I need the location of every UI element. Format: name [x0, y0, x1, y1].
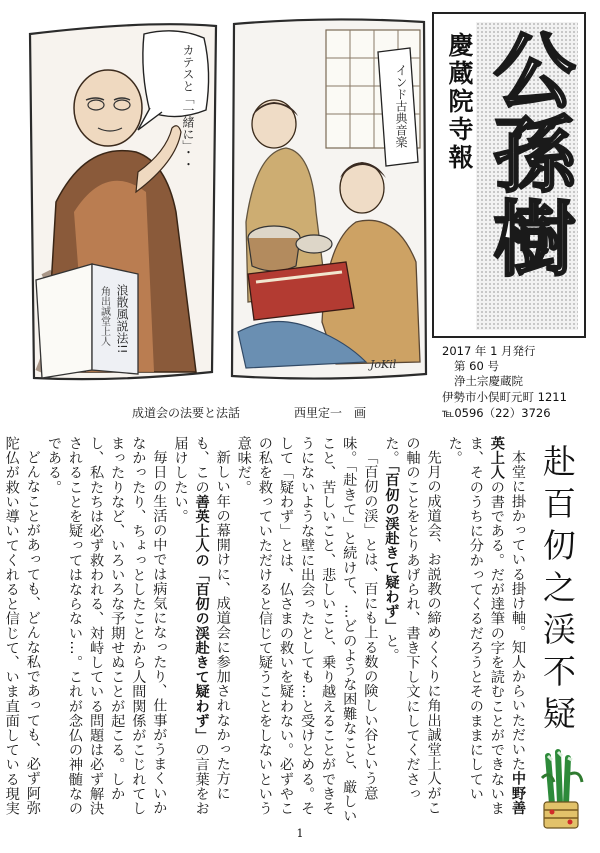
masthead [432, 12, 586, 338]
paragraph: 新しい年の幕開けに、成道会に参加されなかった方にも、この善英上人の「百仞の渓赴きて疑わず」の言葉をお届けしたい。 [172, 436, 231, 816]
book-cover: 浪散風説法!! [115, 284, 129, 354]
sign-text: インド古典音楽 [394, 64, 408, 148]
artist-signature: JoKil [370, 358, 397, 371]
issue-number: 第 60 号 [454, 359, 499, 373]
bubble-text: カテスと「一緒に」・・ [181, 44, 195, 170]
illustration-caption: 成道会の法要と法話 [132, 406, 241, 420]
title-box [476, 22, 578, 330]
sermon-book [36, 264, 138, 378]
address: 伊勢市小俣町元町 1211 [442, 390, 567, 404]
paragraph: どんなことがあっても、どんな私であっても、必ず阿弥陀仏が救い導いてくれると信じて、いま直面している現実 [3, 436, 41, 816]
paragraph: 「百仞の渓」とは、百にも上る数の険しい谷という意味。「赴きて」と続けて、…どのような困難なこと、厳しいこと、苦しいこと、悲しいこと、乗り越えることができそうにないような壁に出会ったとしても…と受けとめる。そして「疑わず」とは、仏さまの救いを疑わない。必ずやこの私を救っていただけると信じて疑うことをしないという意味だ。 [235, 436, 379, 824]
paragraph: 先月の成道会、お説教の締めくくりに角出誠堂上人がこの軸のことをとりあげられ、書き下し文にしてくださった。「百仞の渓赴きて疑わず」と。 [383, 436, 442, 816]
illustration [26, 12, 430, 390]
article-title: 赴百仞之渓不疑 [538, 444, 577, 738]
paragraph: 本堂に掛かっている掛け軸。知人からいただいた中野善英上人の書である。だが達筆の字を読むことができないまま、そのうちに分かってくるだろうとそのままにしていた。 [446, 436, 526, 816]
book-author: 角出誠堂上人 [98, 286, 110, 346]
illustration-artist: 西里定一 画 [294, 406, 367, 420]
kadomatsu-decoration [540, 748, 584, 832]
publisher: 浄土宗慶蔵院 [454, 374, 523, 388]
phone: ℡0596（22）3726 [442, 406, 551, 420]
newsletter-title: 公孫樹 [480, 28, 575, 280]
article-body [0, 436, 528, 824]
paragraph: 毎日の生活の中では病気になったり、仕事がうまくいかなかったり、ちょっとしたことから人間関係がこじれてしまったりなど、いろいろな予期せぬことが起こる。しかし、私たちは必ず救われる、対峙している問題は必ず解決されることを疑ってはならない…。これが念仏の神髄なのである。 [45, 436, 168, 816]
issue-date: 2017 年 1 月発行 [442, 344, 536, 358]
page-number: 1 [296, 827, 304, 840]
temple-name: 慶蔵院寺報 [445, 32, 474, 172]
